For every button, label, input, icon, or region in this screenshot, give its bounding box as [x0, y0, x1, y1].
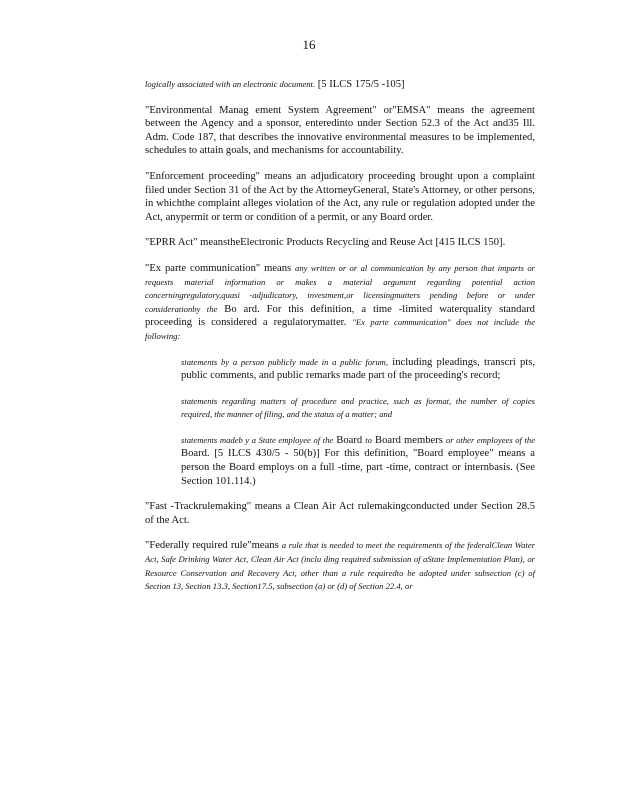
definition-lead: "Federally required rule"means — [145, 540, 279, 552]
definition-lead: "Ex parte communication" means — [145, 262, 292, 274]
italic-text: "Ex parte communication" does not include the following: — [145, 317, 536, 341]
exclusion-item — [181, 434, 535, 488]
definition-fast-track: "Fast -Trackrulemaking" means a Clean Air Act rulemakingconducted under Section 28.5 of the Act. — [145, 501, 535, 526]
definition-eprr-act: "EPRR Act" meanstheElectronic Products Recycling and Reuse Act [415 ILCS 150]. — [145, 237, 506, 249]
definition-text: Bo ard. For this definition, a time -limited waterquality standard proceeding is considered a regulatorymatter. — [145, 303, 535, 329]
definition-enforcement-proceeding: "Enforcement proceeding" means an adjudicatory proceeding brought upon a complaint filed under Section 31 of the Act by the AttorneyGeneral, State's Attorney, or other persons, in whichthe complaint alleges violation of the Act, any rule or regulation adopted under the Act, anypermit or term or condition of a permit, or any Board order. — [145, 170, 535, 223]
definition-ex-parte — [145, 262, 535, 344]
exclusion-text: including pleadings, transcri pts, public comments, and public remarks made part of the proceeding's record; — [181, 356, 535, 382]
italic-text: logically associated with an electronic document. — [145, 79, 316, 89]
exclusion-item — [181, 395, 535, 422]
definition-emsa: "Environmental Manag ement System Agreement" or"EMSA" means the agreement between the Agency and a sponsor, enteredinto under Section 52.3 of the Act and35 Ill. Adm. Code 187, that describes the innovative environmental measures to be implemented, schedules to attain goals, and mechanisms for accountability. — [145, 104, 535, 157]
page-number: 16 — [302, 37, 316, 52]
paragraph-continuation — [145, 78, 535, 92]
italic-text: statements regarding matters of procedure and practice, such as format, the number of copies required, the manner of filing, and the status of a matter; and — [181, 395, 535, 420]
exclusion-text: Board members — [375, 434, 443, 446]
italic-text: or other employees of the — [445, 434, 536, 445]
italic-text: a rule that is needed to meet the requirements of the federalClean Water Act, Safe Drinking Water Act, Clean Air Act (inclu ding required submission of aState Implementation Plan), or Resource Conservation and Recovery Act, other than a rule requiredto be adopted under subsection (c) of Section 13, Section 13.3, Section17.5, subsection (a) or (d) of Section 22.4, or — [145, 540, 535, 592]
citation: [5 ILCS 175/5 -105] — [317, 79, 405, 90]
definition-federally-required-rule — [145, 539, 535, 593]
italic-text: statements by a person publicly made in a public forum, — [181, 356, 389, 367]
exclusion-text: Board. [5 ILCS 430/5 - 50(b)] For this definition, "Board employee" means a person the Board employs on a full -time, part -time, contract or internbasis. (See Section 101.114.) — [181, 448, 535, 487]
exclusion-text: Board — [336, 434, 363, 446]
italic-text: to — [365, 434, 372, 445]
exclusion-item — [181, 356, 535, 383]
italic-text: any written or or al communication by any person that imparts or requests material information or makes a material argument regarding potential action concerningregulatory,quasi -adjudicatory, investment,or licensingmatters pending before or under considerationby the — [145, 262, 536, 314]
document-body — [145, 78, 535, 604]
italic-text: statements madeb y a State employee of the — [181, 434, 334, 445]
